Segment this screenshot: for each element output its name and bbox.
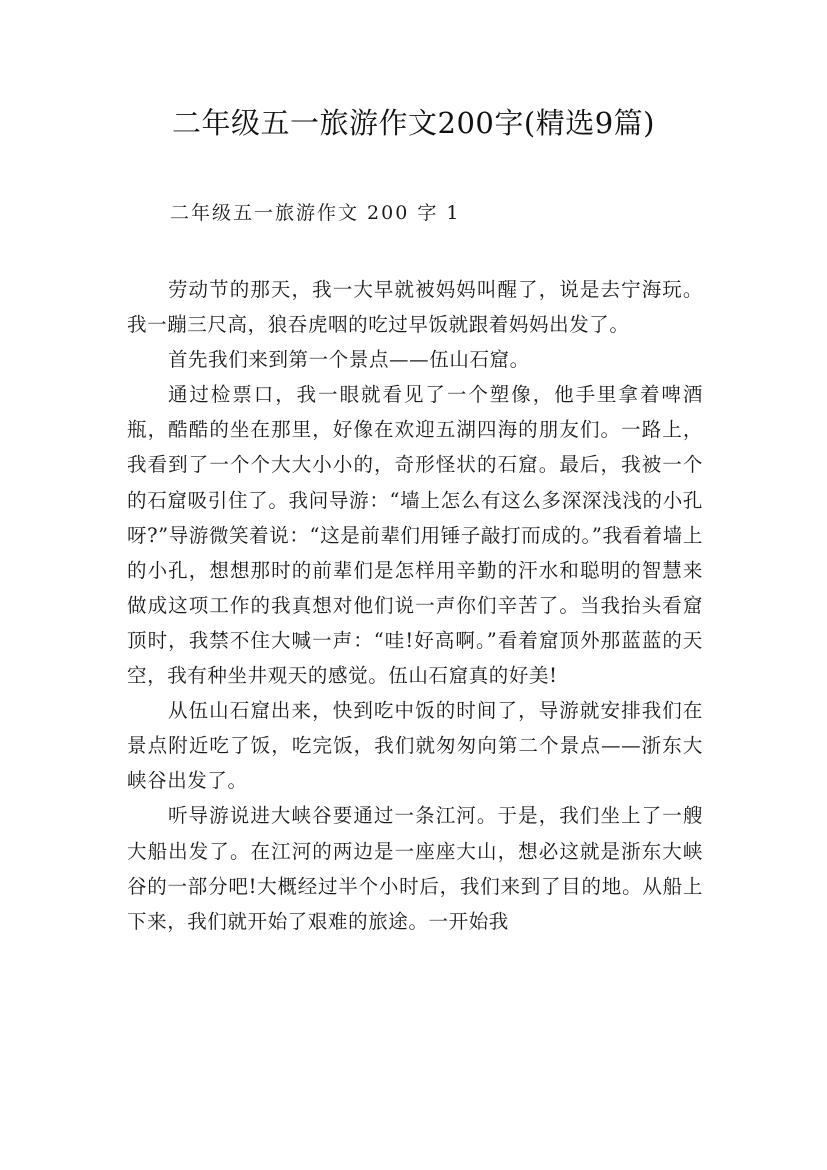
article-body [127,272,703,939]
paragraph: 听导游说进大峡谷要通过一条江河。于是，我们坐上了一艘大船出发了。在江河的两边是一座座大山，想必这就是浙东大峡谷的一部分吧!大概经过半个小时后，我们来到了目的地。从船上下来，我们就开始了艰难的旅途。一开始我 [127,804,703,933]
page-title: 二年级五一旅游作文200字(精选9篇) [172,106,655,140]
paragraph: 通过检票口，我一眼就看见了一个塑像，他手里拿着啤酒瓶，酷酷的坐在那里，好像在欢迎五湖四海的朋友们。一路上，我看到了一个个大大小小的，奇形怪状的石窟。最后，我被一个的石窟吸引住了。我问导游：“墙上怎么有这么多深深浅浅的小孔呀?”导游微笑着说：“这是前辈们用锤子敲打而成的。”我看着墙上的小孔，想想那时的前辈们是怎样用辛勤的汗水和聪明的智慧来做成这项工作的我真想对他们说一声你们辛苦了。当我抬头看窟顶时，我禁不住大喊一声：“哇!好高啊。”看着窟顶外那蓝蓝的天空，我有种坐井观天的感觉。伍山石窟真的好美! [127,383,703,688]
paragraph: 从伍山石窟出来，快到吃中饭的时间了，导游就安排我们在景点附近吃了饭，吃完饭，我们就匆匆向第二个景点——浙东大峡谷出发了。 [127,699,703,793]
paragraph: 首先我们来到第一个景点——伍山石窟。 [167,348,530,372]
section-heading: 二年级五一旅游作文 200 字 1 [170,202,461,224]
paragraph: 劳动节的那天，我一大早就被妈妈叫醒了，说是去宁海玩。我一蹦三尺高，狼吞虎咽的吃过早饭就跟着妈妈出发了。 [127,278,703,337]
